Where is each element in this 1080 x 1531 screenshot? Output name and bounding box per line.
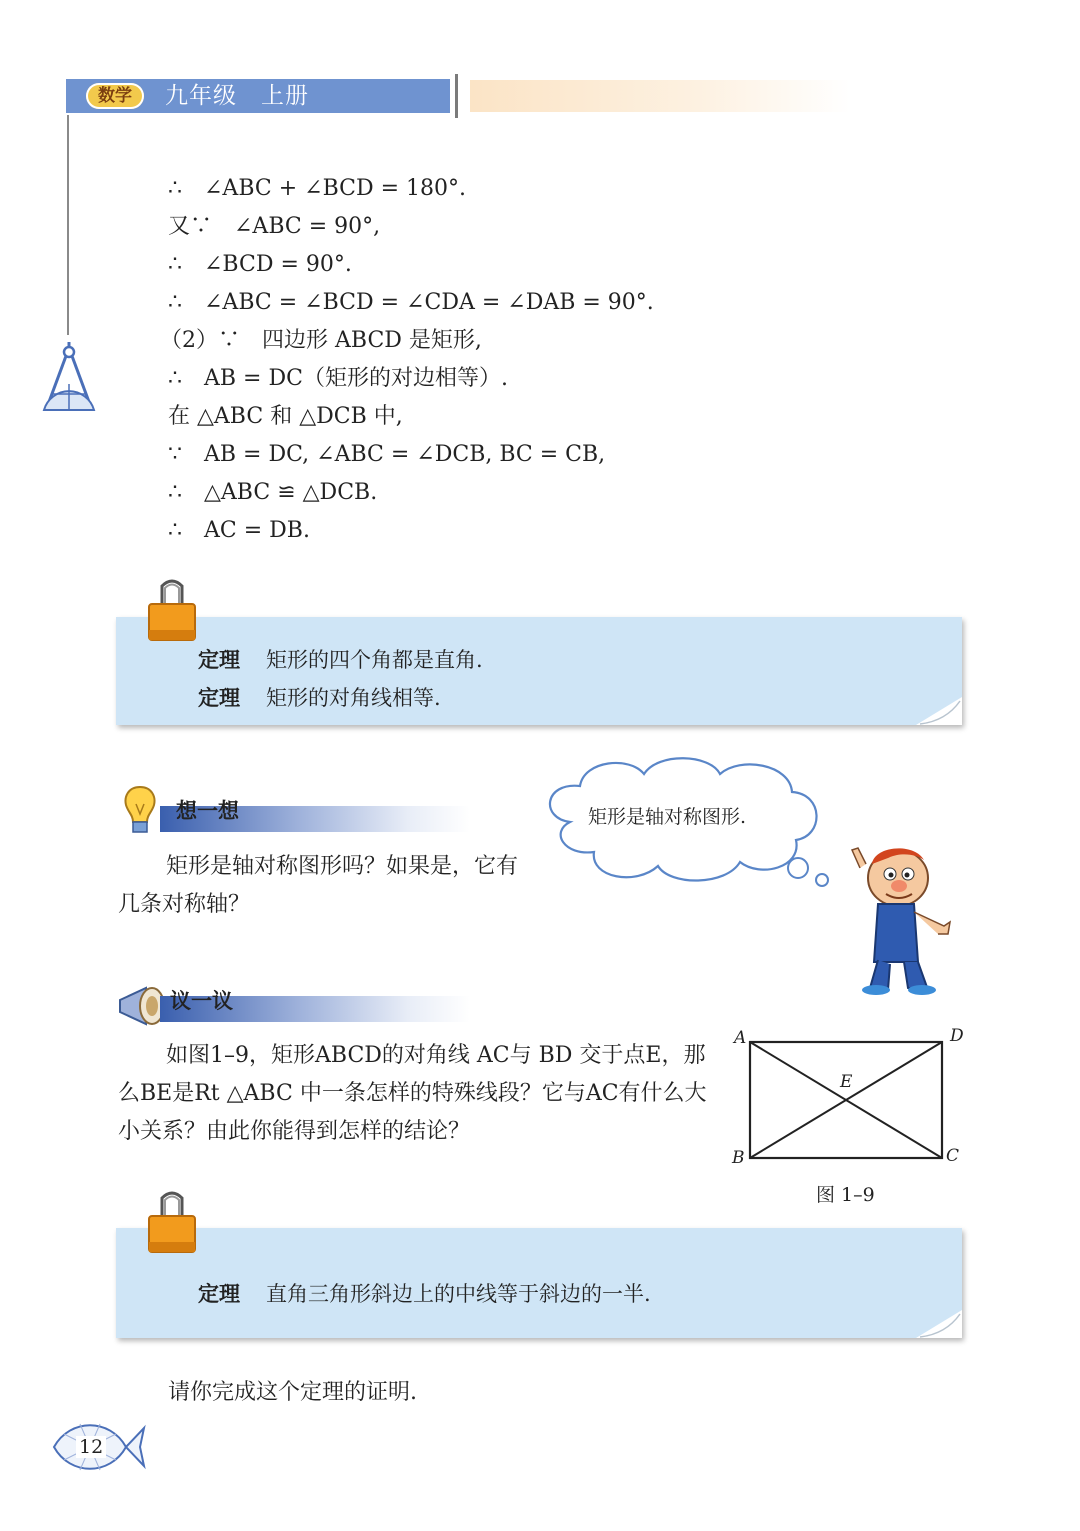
theorem-label: 定理 [198, 1282, 240, 1306]
theorem-item [198, 645, 483, 675]
point-label-d: D [950, 1026, 964, 1046]
rectangle-figure [744, 1036, 948, 1164]
theorem-item [198, 683, 441, 713]
binder-clip-icon [145, 1190, 199, 1254]
discuss-title: 议一议 [170, 989, 233, 1013]
proof-line: （2）∵ 四边形 ABCD 是矩形, [160, 328, 482, 353]
page-curl-icon [916, 1310, 962, 1338]
proof-line: ∵ AB = DC, ∠ABC = ∠DCB, BC = CB, [168, 442, 606, 467]
page-curl-icon [916, 697, 962, 725]
proof-line: ∴ ∠BCD = 90°. [168, 252, 352, 277]
proof-line: ∴ △ABC ≌ △DCB. [168, 480, 378, 505]
point-label-c: C [946, 1146, 960, 1166]
proof-line: 又∵ ∠ABC = 90°, [168, 214, 381, 239]
discuss-text: 如图1–9，矩形ABCD的对角线 AC与 BD 交于点E，那么BE是Rt △ABC 中一条怎样的特殊线段？它与AC有什么大小关系？由此你能得到怎样的结论？ [118, 1043, 707, 1144]
proof-line: ∴ ∠ABC = ∠BCD = ∠CDA = ∠DAB = 90°. [168, 290, 654, 315]
think-title: 想一想 [176, 799, 239, 823]
page-number: 12 [76, 1436, 106, 1458]
theorem-item [198, 1279, 651, 1309]
point-label-a: A [734, 1028, 747, 1048]
binder-clip-icon [145, 578, 199, 642]
point-label-b: B [732, 1148, 745, 1168]
theorem-text: 直角三角形斜边上的中线等于斜边的一半. [266, 1282, 651, 1306]
margin-rule [67, 115, 69, 335]
lightbulb-icon [122, 784, 158, 836]
theorem-label: 定理 [198, 648, 240, 672]
proof-line: ∴ AB = DC（矩形的对边相等）. [168, 366, 508, 391]
proof-line: 在 △ABC 和 △DCB 中, [168, 404, 403, 429]
figure-caption: 图 1–9 [816, 1184, 875, 1206]
compass-icon [38, 340, 100, 418]
theorem-text: 矩形的四个角都是直角. [266, 648, 483, 672]
theorem-box [116, 1228, 962, 1338]
subject-badge: 数学 [86, 83, 144, 109]
proof-line: ∴ ∠ABC + ∠BCD = 180°. [168, 176, 467, 201]
theorem-box [116, 617, 962, 725]
theorem-text: 矩形的对角线相等. [266, 686, 441, 710]
closing-text: 请你完成这个定理的证明. [168, 1380, 417, 1405]
header-divider [455, 74, 458, 118]
think-text: 矩形是轴对称图形吗？如果是，它有几条对称轴？ [118, 854, 519, 917]
book-title: 九年级 上册 [165, 83, 309, 109]
header-gradient [470, 80, 850, 112]
proof-line: ∴ AC = DB. [168, 518, 310, 543]
theorem-label: 定理 [198, 686, 240, 710]
cartoon-boy-icon [838, 842, 960, 998]
point-label-e: E [840, 1072, 853, 1092]
cloud-text: 矩形是轴对称图形. [588, 806, 747, 828]
